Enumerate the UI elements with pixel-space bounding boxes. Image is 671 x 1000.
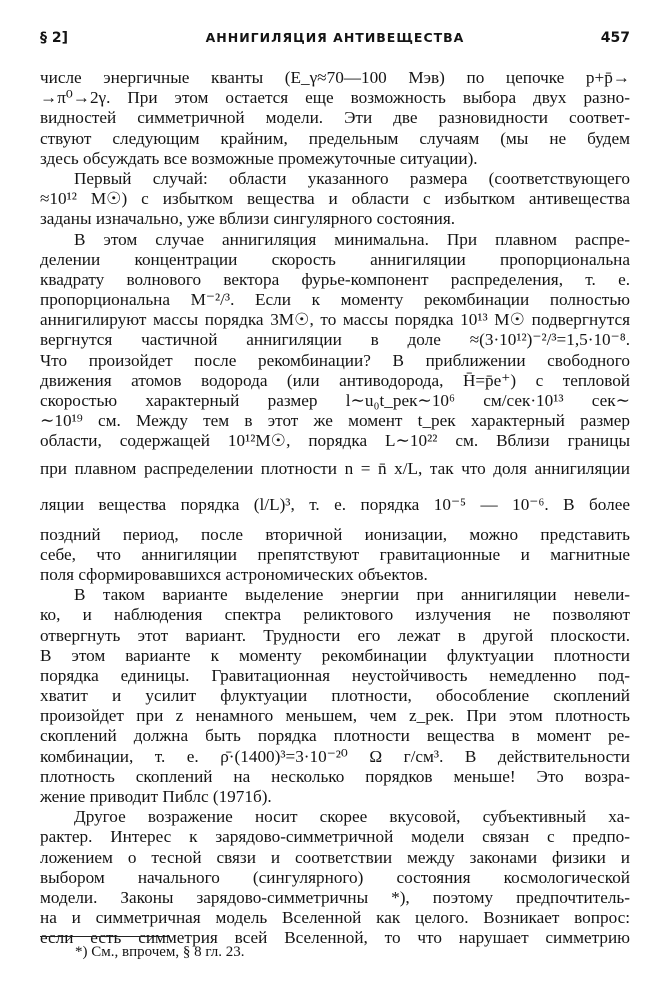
- text-line: ляции вещества порядка (l/L)³, т. е. порядка 10⁻⁵ — 10⁻⁶. В более: [40, 494, 630, 514]
- text-line: скоростью характерный размер l∼u₀t_рек∼10⁶ см/сек·10¹³ сек∼: [40, 391, 630, 410]
- text-line: вергнутся частичной аннигиляции в доле ≈(3·10¹²)⁻²/³=1,5·10⁻⁸.: [40, 330, 630, 350]
- text-line: ко, и наблюдения спектра реликтового излучения не позволяют: [40, 605, 630, 625]
- text-line: числе энергичные кванты (E_γ≈70—100 Мэв) по цепочке p+p̄→: [40, 68, 630, 87]
- text-line: В таком варианте выделение энергии при аннигиляции невели-: [74, 585, 630, 605]
- text-line: жение приводит Пиблс (1971б).: [40, 787, 272, 806]
- footnote: *) См., впрочем, § 8 гл. 23.: [75, 944, 245, 960]
- text-line: при плавном распределении плотности n = n̄ x/L, так что доля аннигиляции: [40, 458, 630, 478]
- text-line: ≈10¹² M☉) с избытком вещества и области с избытком антивещества: [40, 189, 630, 209]
- text-line: ∼10¹⁹ см. Между тем в этот же момент t_рек характерный размер: [40, 411, 630, 431]
- main-text: [40, 68, 630, 949]
- text-line: произойдет при z ненамного меньшем, чем z_рек. При этом плотность: [40, 706, 630, 726]
- text-line: модели. Законы зарядово-симметричны *), поэтому предпочтитель-: [40, 887, 630, 907]
- text-line: Другое возражение носит скорее вкусовой, субъективный ха-: [74, 807, 630, 827]
- footnote-rule: [40, 936, 170, 937]
- text-line: себе, что аннигиляции препятствуют гравитационные и магнитные: [40, 544, 630, 564]
- text-line: пропорциональна M⁻²/³. Если к моменту рекомбинации полностью: [40, 290, 630, 310]
- text-line: рактер. Интерес к зарядово-симметричной модели связан с предпо-: [40, 827, 630, 847]
- text-line: видностей симметричной модели. Эти две разновидности соответ-: [40, 108, 630, 128]
- text-line: выбором начального (сингулярного) состояния космологической: [40, 867, 630, 887]
- text-line: если есть симметрия всей Вселенной, то что нарушает симметрию: [40, 928, 630, 948]
- text-line: комбинации, т. е. ρ̄·(1400)³=3·10⁻²⁰ Ω г/см³. В действительности: [40, 746, 630, 766]
- text-line: отвергнуть этот вариант. Трудности его лежат в другой плоскости.: [40, 625, 630, 645]
- text-line: В этом случае аннигиляция минимальна. При плавном распре-: [74, 229, 630, 249]
- text-line: заданы изначально, уже вблизи сингулярного состояния.: [40, 209, 456, 229]
- text-line: ложением о тесной связи и соответствии между законами физики и: [40, 847, 630, 867]
- text-line: плотность скоплений на несколько порядков меньше! Это возра-: [40, 766, 630, 786]
- running-title: АННИГИЛЯЦИЯ АНТИВЕЩЕСТВА: [205, 30, 465, 45]
- text-line: здесь обсуждать все возможные промежуточные ситуации).: [40, 148, 478, 168]
- text-line: поля сформировавшихся астрономических объектов.: [40, 564, 428, 584]
- text-line: хватит и усилит флуктуации плотности, обособление скоплений: [40, 686, 630, 706]
- text-line: В этом варианте к моменту рекомбинации флуктуации плотности: [40, 645, 630, 665]
- text-line: скоплений должна быть порядка плотности вещества в момент ре-: [40, 726, 630, 746]
- text-line: аннигилируют массы порядка 3M☉, то массы порядка 10¹³ M☉ подвергнутся: [40, 310, 630, 330]
- text-line: порядка единицы. Гравитационная неустойчивость немедленно под-: [40, 665, 630, 685]
- running-header: [40, 30, 630, 52]
- text-line: квадрату волнового вектора фурье-компонент распределения, т. е.: [40, 269, 630, 289]
- text-line: области, содержащей 10¹²M☉, порядка L∼10²² см. Вблизи границы: [40, 431, 630, 451]
- text-line: движения атомов водорода (или антиводорода, H̄=p̄e⁺) с тепловой: [40, 370, 630, 390]
- text-line: делении концентрации скорость аннигиляции пропорциональна: [40, 249, 630, 269]
- text-line: поздний период, после вторичной ионизации, можно представить: [40, 524, 630, 544]
- text-line: ствуют следующим крайним, предельным случаям (мы не будем: [40, 128, 630, 148]
- page-number: 457: [600, 30, 630, 46]
- section-marker: § 2]: [40, 30, 69, 46]
- text-line: Первый случай: области указанного размера (соответствующего: [74, 168, 630, 188]
- text-line: на и симметричная модель Вселенной как целого. Возникает вопрос:: [40, 908, 630, 928]
- text-line: Что произойдет после рекомбинации? В приближении свободного: [40, 350, 630, 370]
- text-line: →π⁰→2γ. При этом остается еще возможность выбора двух разно-: [40, 88, 630, 108]
